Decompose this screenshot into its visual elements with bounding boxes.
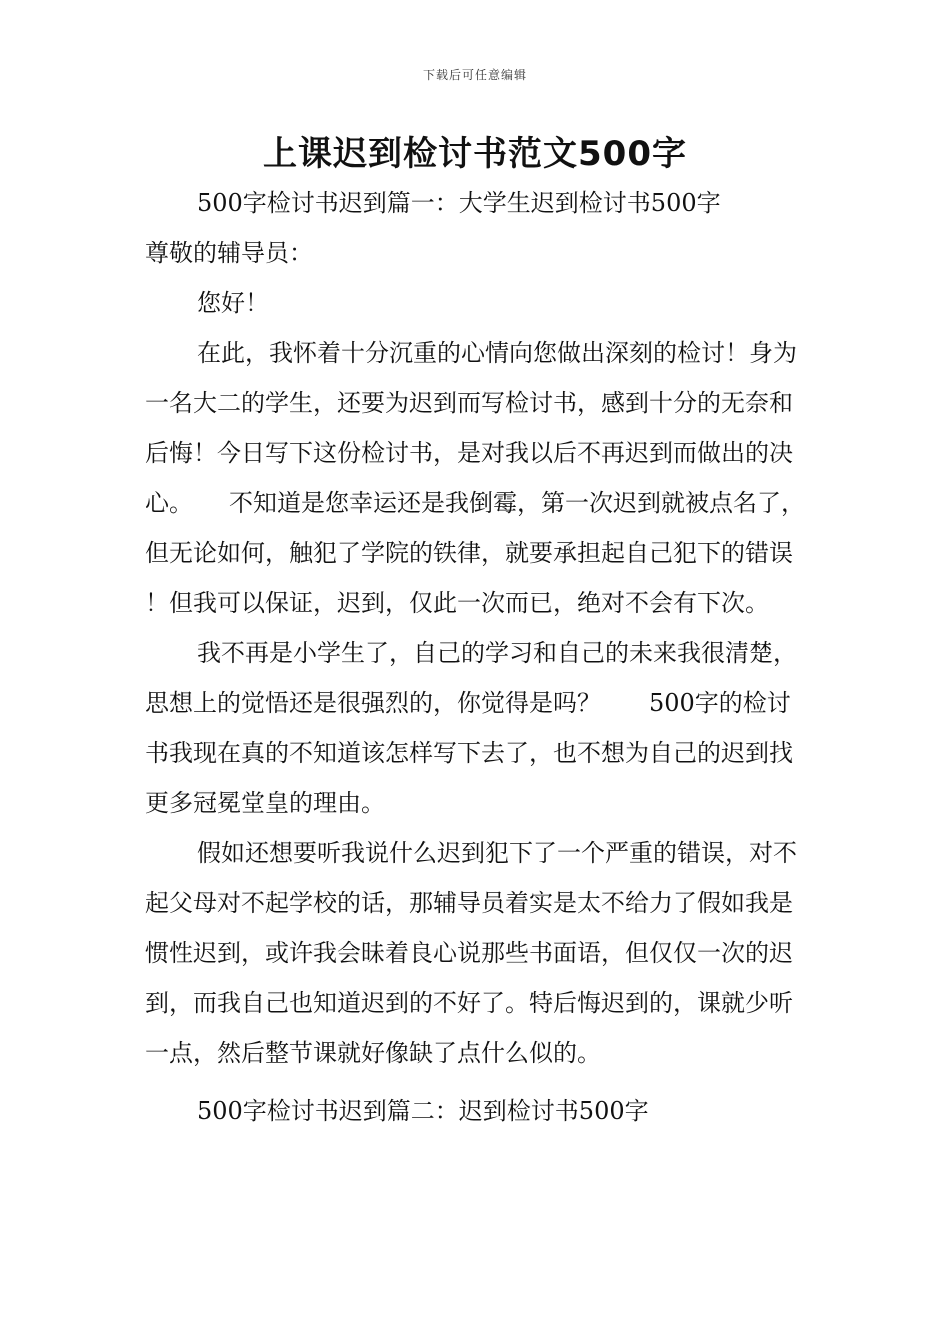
section-heading-2: 500字检讨书迟到篇二：迟到检讨书500字: [197, 1097, 649, 1125]
salutation: 尊敬的辅导员：: [145, 239, 313, 267]
document-title: 上课迟到检讨书范文500字: [263, 134, 687, 174]
document-body: [145, 178, 810, 1136]
paragraph-2: 我不再是小学生了，自己的学习和自己的未来我很清楚，思想上的觉悟还是很强烈的，你觉得是吗？ 500字的检讨书我现在真的不知道该怎样写下去了，也不想为自己的迟到找更多冠冕堂皇的理由。: [145, 639, 797, 817]
greeting: 您好！: [197, 289, 269, 317]
header-note: 下载后可任意编辑: [422, 68, 527, 82]
paragraph-1: 在此，我怀着十分沉重的心情向您做出深刻的检讨！身为一名大二的学生，还要为迟到而写检讨书，感到十分的无奈和后悔！今日写下这份检讨书，是对我以后不再迟到而做出的决心。 不知道是您幸运还是我倒霉，第一次迟到就被点名了，但无论如何，触犯了学院的铁律，就要承担起自己犯下的错误！但我可以保证，迟到，仅此一次而已，绝对不会有下次。: [145, 339, 805, 617]
section-heading-1: 500字检讨书迟到篇一：大学生迟到检讨书500字: [197, 189, 721, 217]
paragraph-3: 假如还想要听我说什么迟到犯下了一个严重的错误，对不起父母对不起学校的话，那辅导员着实是太不给力了假如我是惯性迟到，或许我会昧着良心说那些书面语，但仅仅一次的迟到，而我自己也知道迟到的不好了。特后悔迟到的，课就少听一点，然后整节课就好像缺了点什么似的。: [145, 839, 797, 1067]
